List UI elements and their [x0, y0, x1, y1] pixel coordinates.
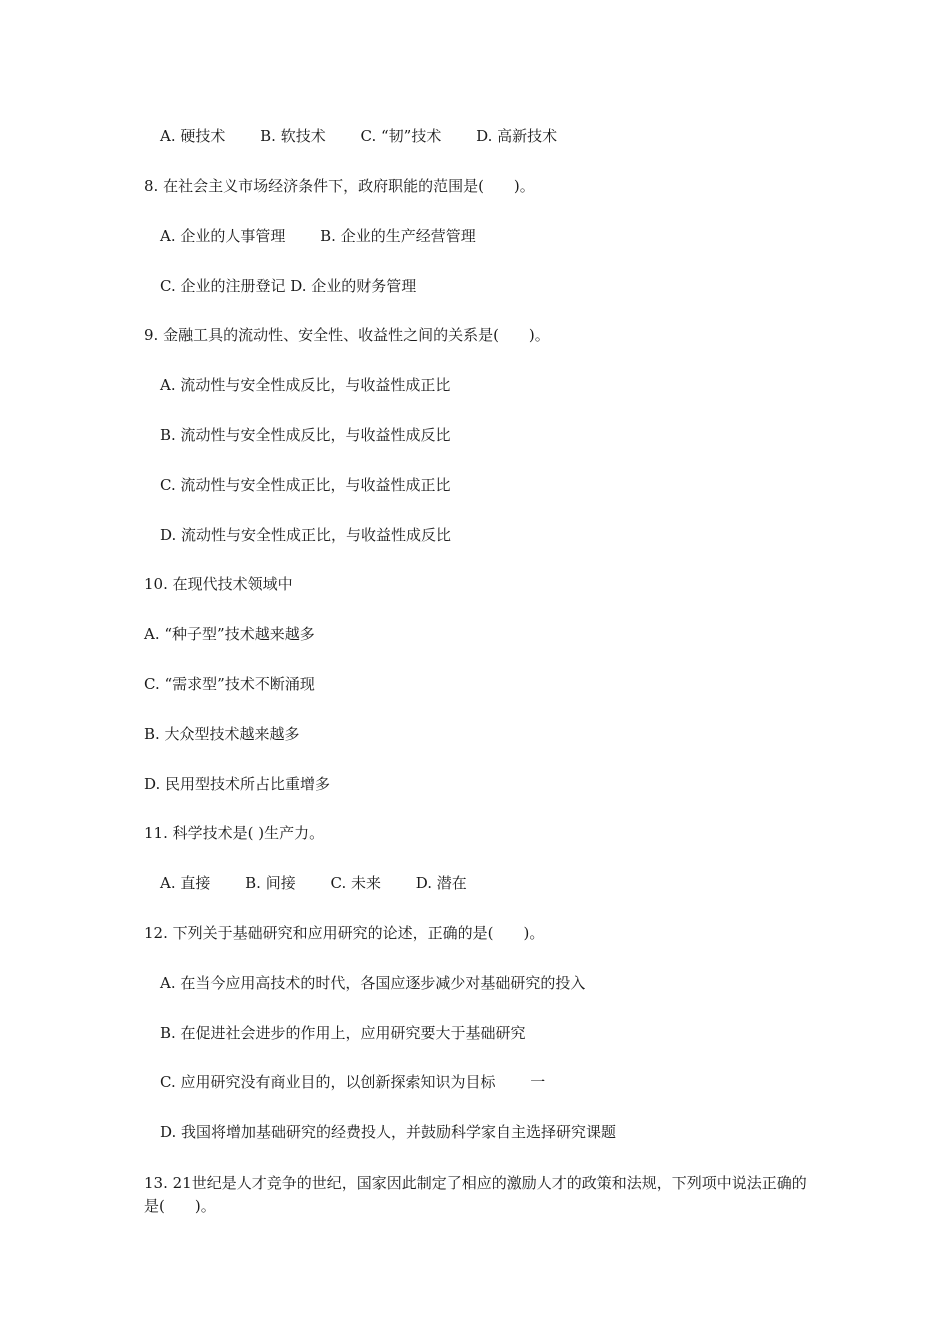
q8-options-line2: C. 企业的注册登记 D. 企业的财务管理 — [160, 277, 417, 295]
q12-stem: 12. 下列关于基础研究和应用研究的论述，正确的是( )。 — [144, 924, 545, 942]
q7-options — [160, 126, 557, 146]
q10-option-d: D. 民用型技术所占比重增多 — [144, 775, 331, 793]
q11-option-b: B. 间接 — [245, 874, 296, 892]
q11-stem: 11. 科学技术是( )生产力。 — [144, 824, 325, 842]
q11-option-a: A. 直接 — [160, 874, 211, 892]
q11-option-c: C. 未来 — [330, 874, 381, 892]
q12-option-a: A. 在当今应用高技术的时代，各国应逐步减少对基础研究的投入 — [160, 974, 586, 992]
q9-option-b: B. 流动性与安全性成反比，与收益性成反比 — [160, 426, 451, 444]
q8-option-b: B. 企业的生产经营管理 — [320, 227, 476, 245]
q13-stem: 13. 21世纪是人才竞争的世纪，国家因此制定了相应的激励人才的政策和法规，下列项中说法正确的是( )。 — [144, 1174, 807, 1215]
q7-option-b: B. 软技术 — [260, 127, 326, 145]
q9-stem: 9. 金融工具的流动性、安全性、收益性之间的关系是( )。 — [144, 326, 550, 344]
q8-options-line1 — [160, 226, 476, 246]
q12-option-d: D. 我国将增加基础研究的经费投人，并鼓励科学家自主选择研究课题 — [160, 1123, 617, 1141]
q10-stem: 10. 在现代技术领域中 — [144, 575, 293, 593]
q12-option-c-mark: 一 — [530, 1073, 546, 1091]
q10-option-a: A. “种子型”技术越来越多 — [144, 625, 315, 643]
q9-option-d: D. 流动性与安全性成正比，与收益性成反比 — [160, 526, 452, 544]
q8-stem: 8. 在社会主义市场经济条件下，政府职能的范围是( )。 — [144, 177, 535, 195]
q7-option-d: D. 高新技术 — [476, 127, 558, 145]
q12-option-c-line — [160, 1072, 545, 1092]
q8-option-a: A. 企业的人事管理 — [160, 227, 286, 245]
q11-option-d: D. 潜在 — [415, 874, 467, 892]
q12-option-c: C. 应用研究没有商业目的，以创新探索知识为目标 — [160, 1073, 496, 1091]
q11-options — [160, 873, 467, 893]
q9-option-c: C. 流动性与安全性成正比，与收益性成正比 — [160, 476, 451, 494]
q7-option-c: C. “韧”技术 — [360, 127, 442, 145]
q9-option-a: A. 流动性与安全性成反比，与收益性成正比 — [160, 376, 451, 394]
q10-option-c: C. “需求型”技术不断涌现 — [144, 675, 315, 693]
q10-option-b: B. 大众型技术越来越多 — [144, 725, 300, 743]
q7-option-a: A. 硬技术 — [160, 127, 226, 145]
q12-option-b: B. 在促进社会进步的作用上，应用研究要大于基础研究 — [160, 1024, 526, 1042]
